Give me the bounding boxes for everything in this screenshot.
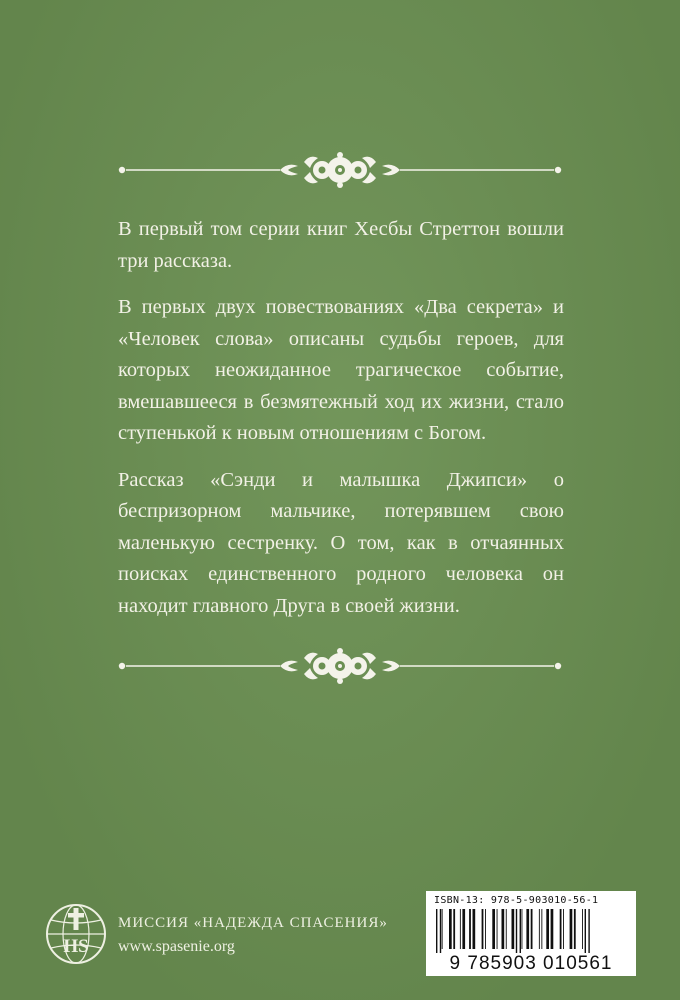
barcode-bar [560, 909, 562, 949]
annotation-paragraph-1: В первый том серии книг Хесбы Стреттон вошли три рассказа. [118, 218, 564, 272]
barcode-bar [473, 909, 476, 949]
floral-divider-icon [112, 646, 568, 686]
barcode-guard-bar [516, 909, 517, 953]
barcode-guard-bar [520, 909, 521, 953]
barcode-bar [539, 909, 540, 949]
barcode-guard-bar [588, 909, 589, 953]
barcode-bar [453, 909, 455, 949]
barcode-bar [469, 909, 471, 949]
barcode-bar [551, 909, 554, 949]
barcode-guard-bar [436, 909, 437, 953]
barcode-bar [442, 909, 443, 949]
barcode-bar [449, 909, 452, 949]
barcode-bar [574, 909, 576, 949]
barcode-bar [497, 909, 498, 949]
publisher-website: www.spasenie.org [118, 938, 235, 955]
publisher-block [44, 902, 424, 966]
barcode-bar [462, 909, 465, 949]
annotation-paragraph-2: В первых двух повествованиях «Два секрета» и «Человек слова» описаны судьбы героев, для которых неожиданное трагическое событие, вмешавшееся в безмятежный ход их жизни, стало ступенькой к новым отношениям с Богом. [118, 296, 564, 444]
barcode-bar [485, 909, 486, 949]
barcode-bar [531, 909, 533, 949]
barcode-digits: 9 785903 010561 [449, 953, 613, 974]
barcode-bars [434, 909, 628, 953]
barcode-bar [522, 909, 523, 949]
barcode-guard-bar [440, 909, 441, 953]
barcode-bar [492, 909, 495, 949]
barcode-bar [460, 909, 461, 949]
barcode-guard-bar [585, 909, 586, 953]
barcode-bar [541, 909, 542, 949]
barcode-bar [563, 909, 564, 949]
barcode-bar [506, 909, 507, 949]
barcode-bar [512, 909, 515, 949]
annotation-text [118, 214, 564, 637]
globe-cross-icon [44, 902, 108, 966]
barcode-bar [502, 909, 505, 949]
barcode-bar [482, 909, 484, 949]
barcode-bar [526, 909, 529, 949]
isbn-barcode [426, 891, 636, 976]
barcode-bar [570, 909, 573, 949]
publisher-logo-text: HS [63, 936, 89, 957]
publisher-name: МИССИЯ «НАДЕЖДА СПАСЕНИЯ» [118, 915, 388, 931]
barcode-bar [582, 909, 583, 949]
annotation-paragraph-3: Рассказ «Сэнди и малышка Джипси» о беспризорном мальчике, потерявшем свою маленькую сестренку. О том, как в отчаянных поисках единственного родного человека он находит главного Друга в своей жизни. [118, 468, 564, 617]
barcode-bar [546, 909, 549, 949]
floral-divider-icon [112, 150, 568, 190]
isbn-label: ISBN-13: 978-5-903010-56-1 [434, 895, 599, 906]
